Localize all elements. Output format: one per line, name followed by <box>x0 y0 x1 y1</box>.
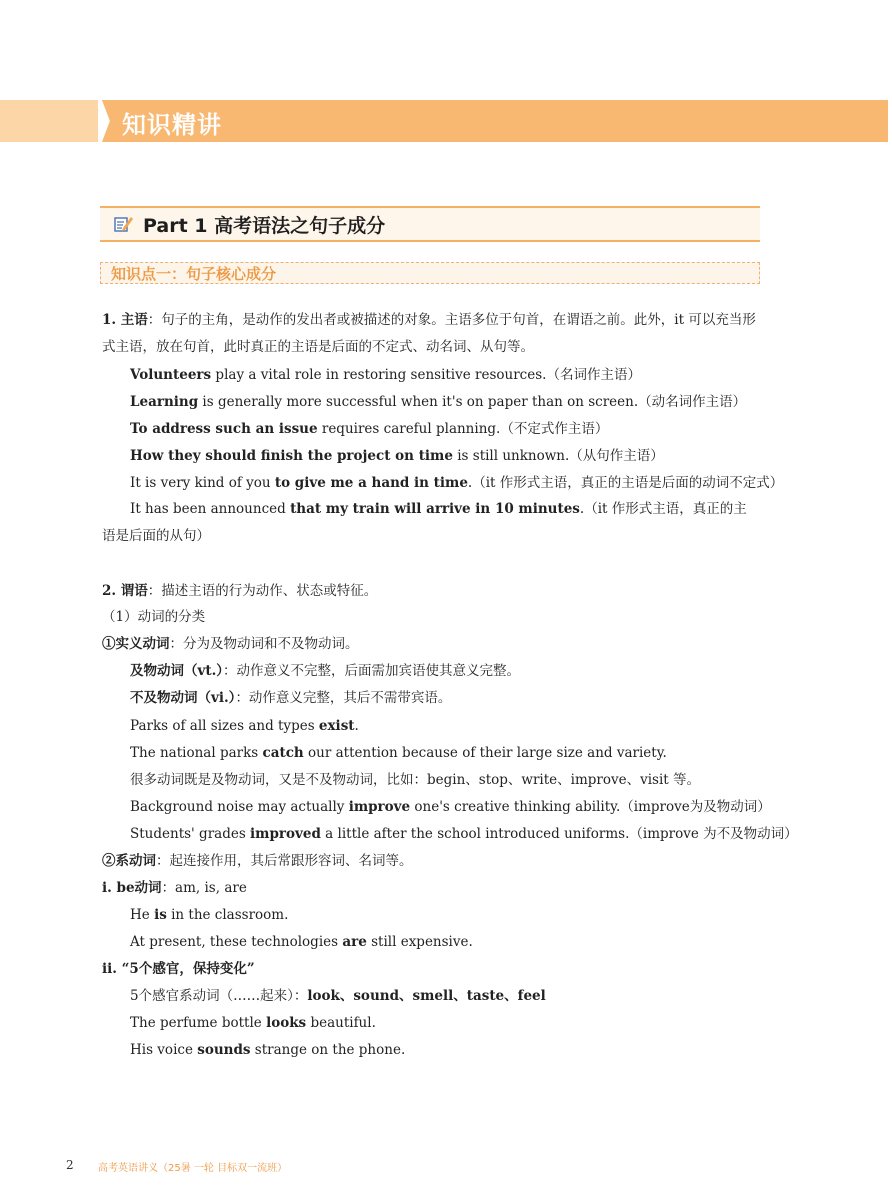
be-label: i. be动词 <box>102 880 162 896</box>
sense-list-text: 5个感官系动词（……起来）： <box>130 988 308 1004</box>
knowledge-point-header <box>100 262 760 284</box>
example-text: It is very kind of you <box>130 475 275 491</box>
example-bold: improved <box>250 826 321 842</box>
example-bold: that my train will arrive in 10 minutes <box>290 501 580 517</box>
example-bold: Volunteers <box>130 367 212 383</box>
banner-left-block <box>0 100 98 142</box>
example-text: beautiful. <box>306 1015 376 1031</box>
example-bold: improve <box>348 799 411 815</box>
example-bold: exist <box>318 718 355 734</box>
subject-label: 1. 主语 <box>102 312 148 328</box>
verb-example-1 <box>130 716 359 736</box>
subject-example-3 <box>130 419 608 439</box>
example-text: our attention because of their large size and variety. <box>303 745 667 761</box>
example-bold: sounds <box>197 1042 251 1058</box>
example-bold: catch <box>262 745 304 761</box>
linking-label: ②系动词 <box>102 853 156 869</box>
subject-example-5 <box>130 473 783 493</box>
page-number: 2 <box>66 1158 74 1172</box>
example-text: is generally more successful when it's on paper than on screen.（动名词作主语） <box>198 394 747 410</box>
example-text: Parks of all sizes and types <box>130 718 319 734</box>
vt-desc: ：动作意义不完整，后面需加宾语使其意义完整。 <box>223 663 521 679</box>
banner-title: 知识精讲 <box>122 111 222 139</box>
predicate-desc: ：描述主语的行为动作、状态或特征。 <box>147 583 378 599</box>
example-bold: looks <box>266 1015 307 1031</box>
subject-desc: ：句子的主角，是动作的发出者或被描述的对象。主语多位于句首，在谓语之前。此外，it 可以充当形式主语，放在句首，此时真正的主语是后面的不定式、动名词、从句等。 <box>102 312 756 355</box>
linking-desc: ：起连接作用，其后常跟形容词、名词等。 <box>156 853 413 869</box>
sense-verbs-heading <box>102 959 255 979</box>
chevron-right-icon <box>98 100 112 142</box>
example-bold: is <box>154 907 167 923</box>
be-verb-line <box>102 878 247 898</box>
verb-example-2 <box>130 743 667 763</box>
both-verbs-note: 很多动词既是及物动词，又是不及物动词，比如：begin、stop、write、improve、visit 等。 <box>130 772 701 788</box>
example-bold: are <box>342 934 367 950</box>
section-banner <box>0 100 888 142</box>
notional-verb-line <box>102 634 359 654</box>
subject-example-4 <box>130 446 664 466</box>
part-title: Part 1 高考语法之句子成分 <box>143 215 386 237</box>
example-text: The perfume bottle <box>130 1015 267 1031</box>
example-text: Students' grades <box>130 826 251 842</box>
notional-label: ①实义动词 <box>102 636 170 652</box>
be-desc: ：am, is, are <box>161 880 247 896</box>
example-text: Background noise may actually <box>130 799 349 815</box>
sense-example-2 <box>130 1040 405 1060</box>
example-text: a little after the school introduced uniforms.（improve 为不及物动词） <box>320 826 798 842</box>
sense-example-1 <box>130 1013 376 1033</box>
predicate-label: 2. 谓语 <box>102 583 148 599</box>
example-text: one's creative thinking ability.（improve为及物动词） <box>410 799 771 815</box>
example-text: strange on the phone. <box>250 1042 406 1058</box>
notional-desc: ：分为及物动词和不及物动词。 <box>169 636 359 652</box>
example-bold: To address such an issue <box>130 421 318 437</box>
vi-label: 不及物动词（vi.） <box>130 690 236 706</box>
verb-example-3 <box>130 797 771 817</box>
example-text: He <box>130 907 155 923</box>
verb-classification: （1）动词的分类 <box>102 609 206 625</box>
linking-verb-line <box>102 851 413 871</box>
example-text: play a vital role in restoring sensitive resources.（名词作主语） <box>211 367 641 383</box>
example-text: requires careful planning.（不定式作主语） <box>317 421 609 437</box>
example-text: It has been announced <box>130 501 291 517</box>
example-text: still expensive. <box>366 934 473 950</box>
example-bold: Learning <box>130 394 199 410</box>
vt-label: 及物动词（vt.） <box>130 663 224 679</box>
subject-example-1 <box>130 365 641 385</box>
example-text: is still unknown.（从句作主语） <box>452 448 664 464</box>
example-text: At present, these technologies <box>130 934 343 950</box>
example-text: His voice <box>130 1042 198 1058</box>
subject-paragraph <box>102 307 760 361</box>
transitive-verb-line <box>130 661 520 681</box>
pen-note-icon <box>114 214 134 234</box>
subject-example-2 <box>130 392 746 412</box>
example-text: . <box>354 718 359 734</box>
be-example-2 <box>130 932 473 952</box>
senses-label: ii. “5个感官，保持变化” <box>102 961 255 977</box>
example-text: in the classroom. <box>166 907 289 923</box>
sense-list-bold: look、sound、smell、taste、feel <box>307 988 546 1004</box>
intransitive-verb-line <box>130 688 451 708</box>
vi-desc: ：动作意义完整，其后不需带宾语。 <box>235 690 452 706</box>
part-header <box>100 206 760 242</box>
example-text: .（it 作形式主语，真正的主语是后面的动词不定式） <box>467 475 784 491</box>
predicate-heading <box>102 581 377 601</box>
be-example-1 <box>130 905 288 925</box>
example-text: The national parks <box>130 745 263 761</box>
verb-example-4 <box>130 824 798 844</box>
sense-verbs-list <box>130 986 546 1006</box>
example-bold: How they should finish the project on time <box>130 448 453 464</box>
example-text: .（it 作形式主语，真正的主语是后面的从句） <box>102 501 747 544</box>
footer-title: 高考英语讲义（25暑 一轮 目标双一流班） <box>98 1163 288 1174</box>
example-bold: to give me a hand in time <box>274 475 468 491</box>
subject-example-6 <box>102 496 760 550</box>
knowledge-point-title: 知识点一：句子核心成分 <box>111 265 277 283</box>
